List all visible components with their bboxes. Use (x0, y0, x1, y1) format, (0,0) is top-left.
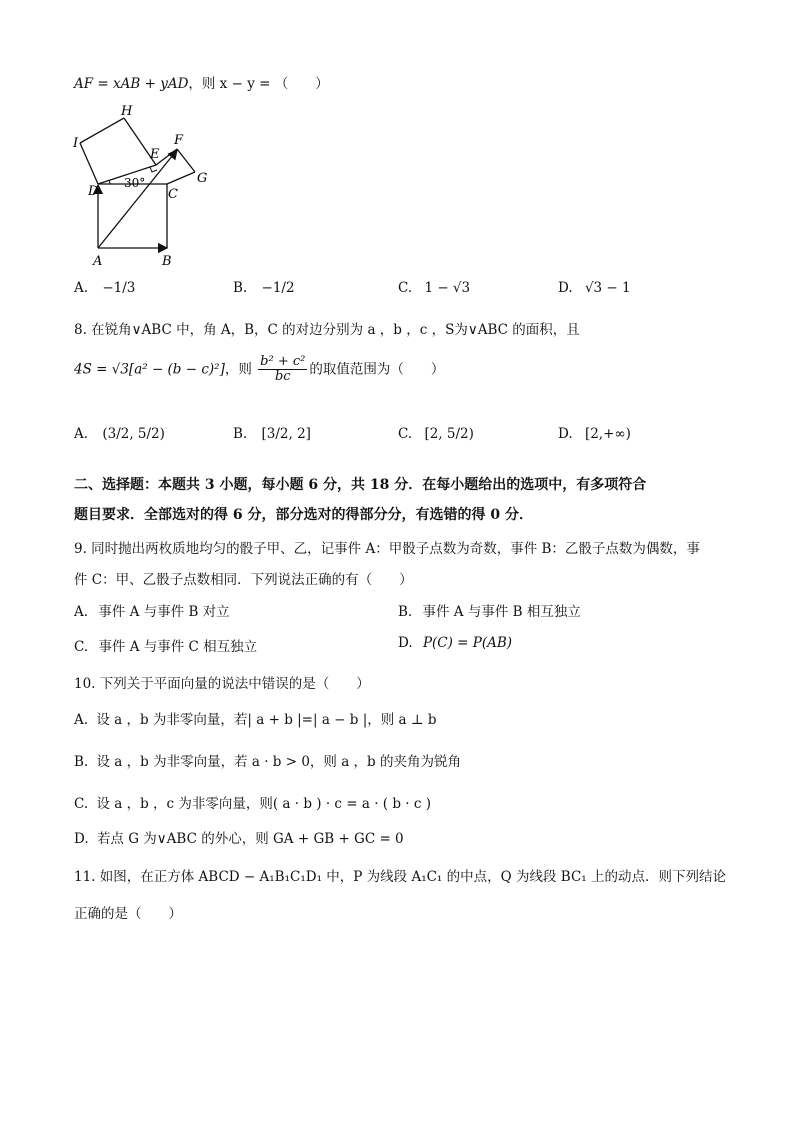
label-b: B (162, 254, 172, 268)
option-value: 1 − √3 (424, 280, 471, 296)
option-label: C. (74, 796, 89, 812)
q8-option-c (398, 426, 474, 442)
option-label: D. (398, 635, 413, 651)
q7-geometry-figure (60, 98, 220, 268)
option-value: [2, 5/2) (424, 426, 474, 442)
q8-then: ，则 (224, 361, 252, 378)
label-g: G (197, 171, 208, 186)
fraction-denominator: bc (274, 369, 291, 385)
q7-ask: ，则 x − y = （ ） (188, 76, 329, 92)
option-value: −1/3 (102, 280, 136, 296)
fraction-numerator: b² + c² (260, 354, 306, 369)
q8-option-a (74, 426, 165, 442)
q7-equation-line (74, 72, 329, 92)
q7-option-d (558, 280, 631, 296)
option-label: C. (74, 639, 89, 655)
option-label: C. (398, 280, 413, 296)
option-text: 若点 G 为∨ABC 的外心，则 GA + GB + GC = 0 (96, 831, 404, 847)
label-h: H (121, 104, 133, 119)
q11-line1: 11. 如图，在正方体 ABCD − A₁B₁C₁D₁ 中，P 为线段 A₁C₁ 的中点，Q 为线段 BC₁ 上的动点．则下列结论 (74, 869, 726, 885)
option-label: D. (74, 831, 89, 847)
q10-stem: 10. 下列关于平面向量的说法中错误的是（ ） (74, 676, 370, 692)
q10-option-a (74, 708, 437, 728)
label-e: E (150, 147, 160, 162)
option-text: 设 a ，b 为非零向量，若| a + b |=| a − b |，则 a ⊥ b (96, 712, 437, 728)
q7-option-b (233, 280, 295, 296)
q8-ask: 的取值范围为（ ） (309, 361, 445, 378)
section2-heading-line2: 题目要求．全部选对的得 6 分，部分选对的得部分分，有选错的得 0 分． (74, 507, 533, 523)
option-label: B. (74, 754, 89, 770)
q9-line1: 9. 同时抛出两枚质地均匀的骰子甲、乙，记事件 A：甲骰子点数为奇数，事件 B：乙骰子点数为偶数，事 (74, 541, 700, 557)
section2-heading-line1: 二、选择题：本题共 3 小题，每小题 6 分，共 18 分．在每小题给出的选项中，有多项符合 (74, 477, 647, 493)
q10-option-d (74, 827, 404, 847)
q9-option-c (74, 635, 257, 655)
q8-line1: 8. 在锐角∨ABC 中，角 A，B，C 的对边分别为 a ，b ，c ，S为∨ABC 的面积，且 (74, 322, 580, 338)
option-label: C. (398, 426, 413, 442)
q10-option-b (74, 750, 461, 770)
q8-line2 (74, 355, 444, 385)
option-value: −1/2 (261, 280, 295, 296)
q10-option-c (74, 792, 431, 812)
q9-line2: 件 C：甲、乙骰子点数相同．下列说法正确的有（ ） (74, 572, 413, 588)
label-a: A (93, 254, 103, 268)
q8-option-d (558, 426, 631, 442)
label-f: F (174, 133, 184, 148)
option-label: B. (398, 604, 413, 620)
option-label: A. (74, 604, 89, 620)
option-value: (3/2, 5/2) (102, 426, 165, 442)
option-text: P(C) = P(AB) (422, 635, 513, 651)
option-text: 事件 A 与事件 B 相互独立 (422, 604, 581, 620)
label-angle: 30° (124, 176, 146, 190)
q9-option-b (398, 600, 581, 620)
label-d: D (88, 184, 99, 199)
q7-option-a (74, 280, 135, 296)
option-value: [2,+∞) (584, 426, 631, 442)
option-label: A. (74, 712, 89, 728)
option-text: 事件 A 与事件 B 对立 (98, 604, 230, 620)
q8-option-b (233, 426, 311, 442)
q9-option-d (398, 635, 512, 651)
label-c: C (168, 187, 178, 202)
q8-condition: 4S = √3[a² − (b − c)²] (74, 361, 225, 378)
q7-equation: AF = xAB + yAD (74, 76, 189, 92)
option-text: 事件 A 与事件 C 相互独立 (98, 639, 258, 655)
option-text: 设 a ，b ，c 为非零向量，则( a · b ) · c = a · ( b · c ) (96, 796, 431, 812)
option-text: 设 a ，b 为非零向量，若 a · b > 0，则 a ，b 的夹角为锐角 (96, 754, 461, 770)
option-label: B. (233, 426, 248, 442)
q11-line2: 正确的是（ ） (74, 906, 182, 922)
option-label: D. (558, 280, 573, 296)
option-value: √3 − 1 (584, 280, 631, 296)
option-label: D. (558, 426, 573, 442)
vector-af (98, 150, 177, 248)
q8-fraction (258, 355, 307, 385)
option-label: A. (74, 426, 89, 442)
q9-option-a (74, 600, 230, 620)
option-value: [3/2, 2] (261, 426, 311, 442)
option-label: B. (233, 280, 248, 296)
label-i: I (73, 136, 79, 151)
option-label: A. (74, 280, 89, 296)
q7-option-c (398, 280, 470, 296)
